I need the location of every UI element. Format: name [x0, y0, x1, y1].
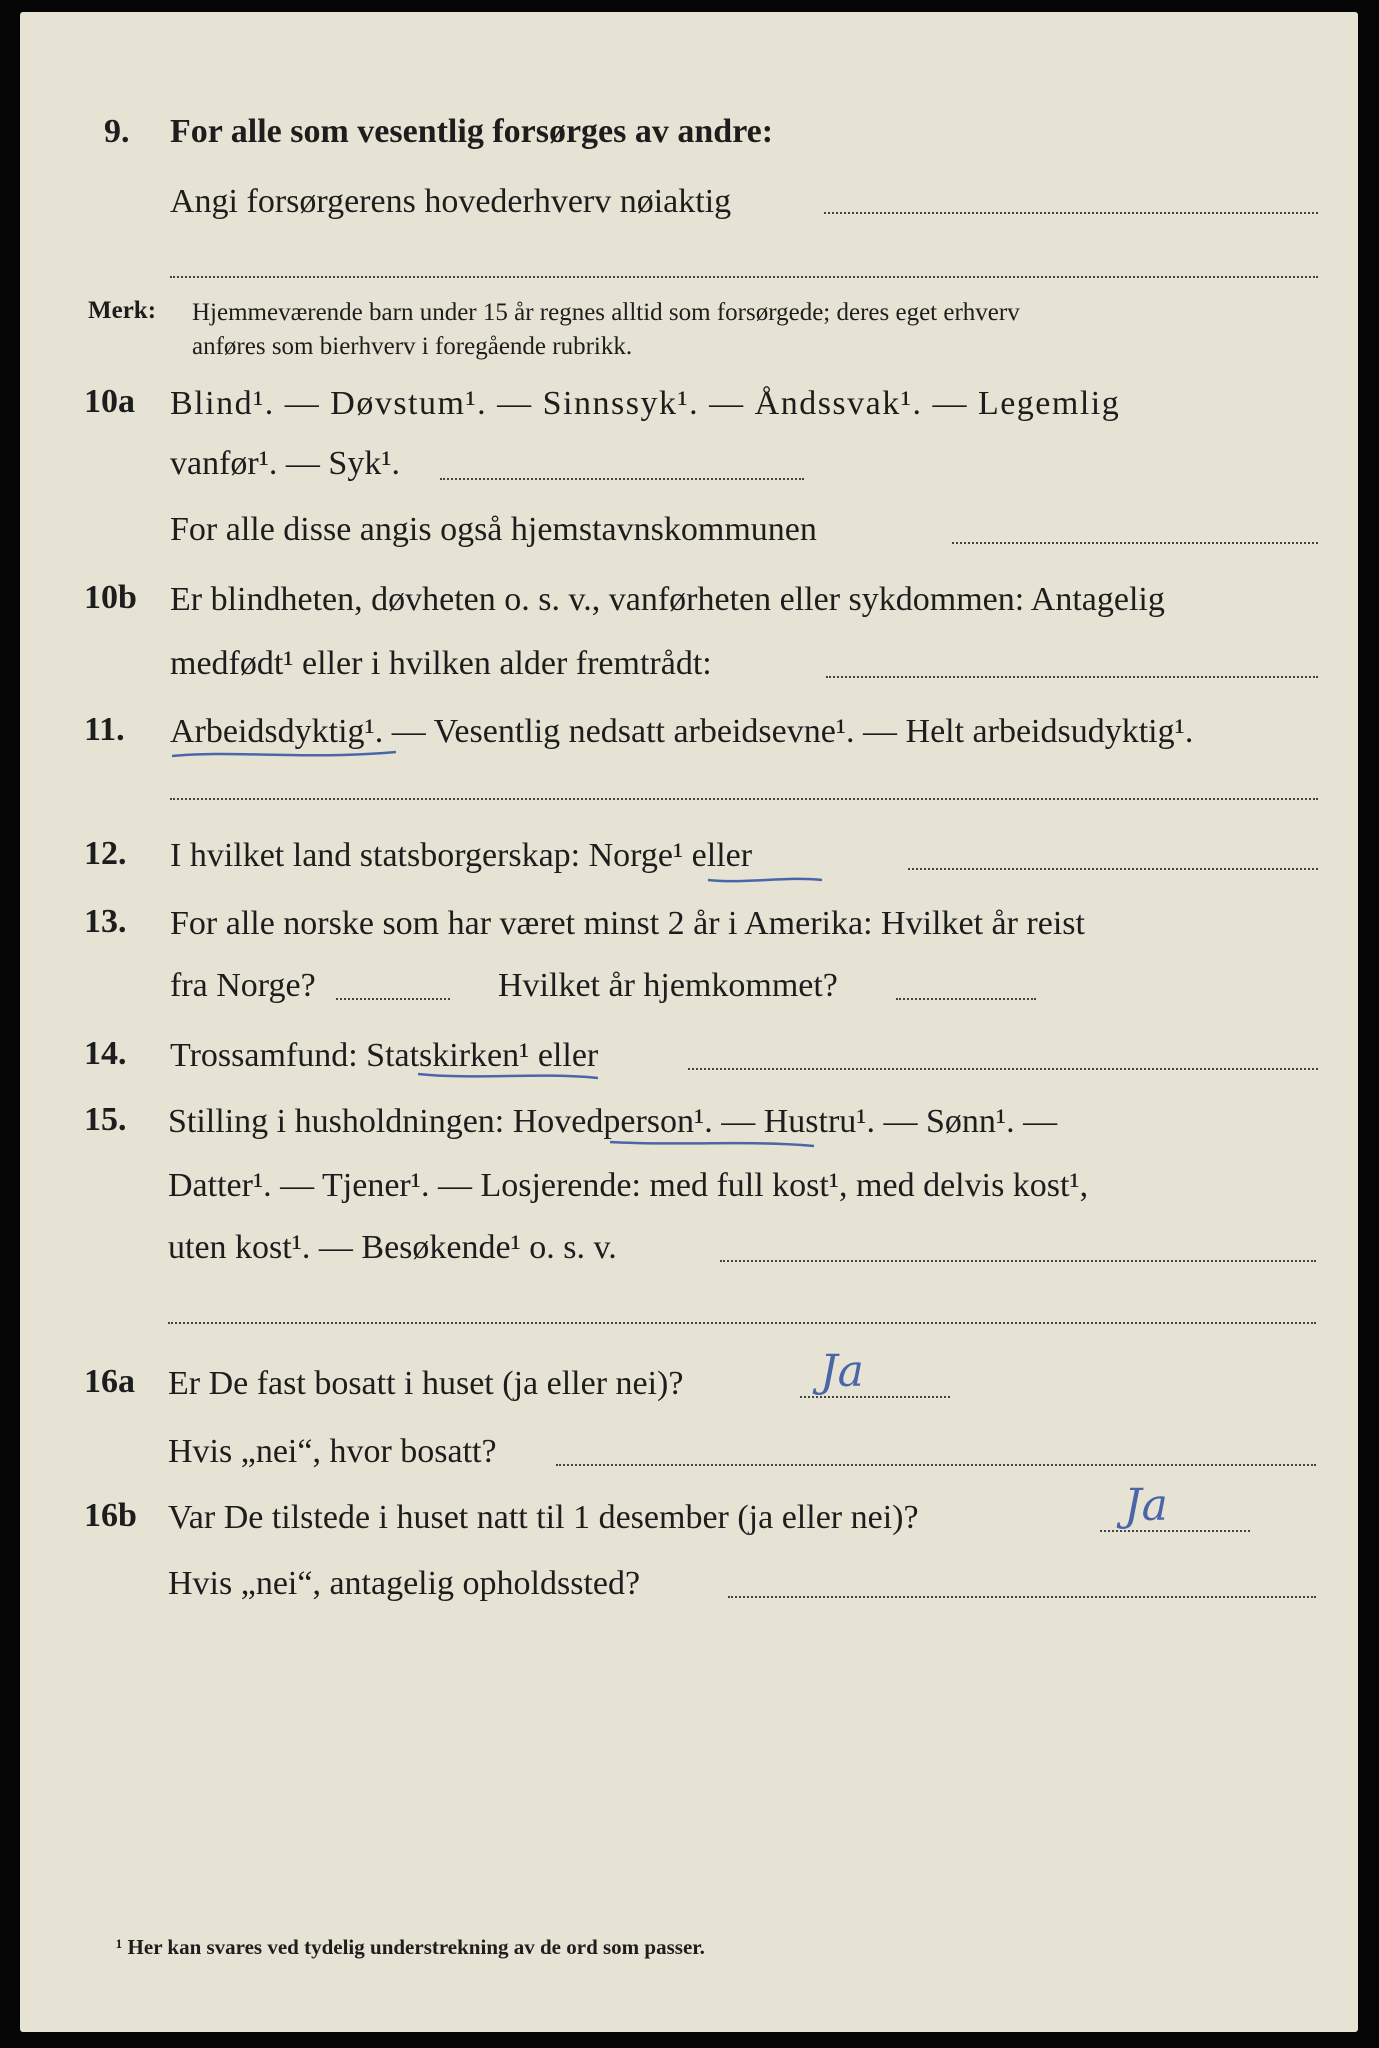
q16b-line1: Var De tilstede i huset natt til 1 desember (ja eller nei)?	[168, 1499, 919, 1536]
q16b-number: 16b	[84, 1497, 137, 1534]
footnote: ¹ Her kan svares ved tydelig understrekning av de ord som passer.	[116, 1935, 705, 1959]
q12-number: 12.	[84, 835, 127, 872]
q13-reist-answer-line[interactable]	[336, 998, 450, 1000]
q13-hjemkommet-answer-line[interactable]	[896, 998, 1036, 1000]
q16a-handwritten-answer: Ja	[820, 1346, 864, 1397]
q11-answer-line[interactable]	[170, 798, 1318, 800]
q13-line1: For alle norske som har været minst 2 år i Amerika: Hvilket år reist	[170, 905, 1085, 942]
q14-handwritten-underline	[416, 1068, 602, 1082]
q16a-answer-line[interactable]	[800, 1396, 950, 1398]
q15-line3: uten kost¹. — Besøkende¹ o. s. v.	[168, 1229, 617, 1266]
q10a-syk-answer-line[interactable]	[440, 478, 804, 480]
q10a-line1: Blind¹. — Døvstum¹. — Sinnssyk¹. — Åndssvak¹. — Legemlig	[170, 385, 1121, 422]
q16a-bosatt-answer-line[interactable]	[556, 1464, 1316, 1466]
q13-line2b: Hvilket år hjemkommet?	[498, 967, 838, 1004]
q12-line1: I hvilket land statsborgerskap: Norge¹ eller	[170, 837, 753, 874]
merk-text-line1: Hjemmeværende barn under 15 år regnes alltid som forsørgede; deres eget erhverv	[192, 299, 1020, 326]
q16b-line2: Hvis „nei“, antagelig opholdssted?	[168, 1565, 641, 1602]
q15-handwritten-underline	[608, 1136, 818, 1150]
q10a-line3: For alle disse angis også hjemstavnskommunen	[170, 511, 817, 548]
q10b-line2: medfødt¹ eller i hvilken alder fremtrådt:	[170, 645, 712, 682]
q11-line1: Arbeidsdyktig¹. — Vesentlig nedsatt arbeidsevne¹. — Helt arbeidsudyktig¹.	[170, 713, 1194, 750]
census-form-page	[20, 12, 1358, 2032]
q15-number: 15.	[84, 1101, 127, 1138]
q10b-line1: Er blindheten, døvheten o. s. v., vanførheten eller sykdommen: Antagelig	[170, 581, 1165, 618]
q13-line2a: fra Norge?	[170, 967, 316, 1004]
q12-answer-line[interactable]	[908, 868, 1318, 870]
q11-handwritten-underline	[170, 746, 400, 762]
q9-subtitle: Angi forsørgerens hovederhverv nøiaktig	[170, 183, 732, 220]
q9-number: 9.	[104, 113, 130, 150]
q10a-number: 10a	[84, 383, 135, 420]
q12-handwritten-underline	[706, 872, 826, 886]
q16a-line1: Er De fast bosatt i huset (ja eller nei)?	[168, 1365, 684, 1402]
q15-line1: Stilling i husholdningen: Hovedperson¹. — Hustru¹. — Sønn¹. —	[168, 1103, 1058, 1140]
q16b-handwritten-answer: Ja	[1124, 1480, 1168, 1531]
q16a-number: 16a	[84, 1363, 135, 1400]
q10a-line2: vanfør¹. — Syk¹.	[170, 445, 401, 482]
q14-number: 14.	[84, 1035, 127, 1072]
q15-answer-line[interactable]	[720, 1260, 1316, 1262]
q10b-number: 10b	[84, 579, 137, 616]
q16a-line2: Hvis „nei“, hvor bosatt?	[168, 1433, 497, 1470]
q10a-hjemstavn-answer-line[interactable]	[952, 542, 1318, 544]
q14-line1: Trossamfund: Statskirken¹ eller	[170, 1037, 599, 1074]
merk-text-line2: anføres som bierhverv i foregående rubrikk.	[192, 333, 633, 360]
q15-line2: Datter¹. — Tjener¹. — Losjerende: med full kost¹, med delvis kost¹,	[168, 1167, 1089, 1204]
q9-title: For alle som vesentlig forsørges av andre:	[170, 113, 774, 150]
q13-number: 13.	[84, 903, 127, 940]
q10b-answer-line[interactable]	[826, 676, 1318, 678]
merk-label: Merk:	[88, 297, 157, 324]
q15-answer-line-2[interactable]	[168, 1322, 1316, 1324]
q16b-answer-line[interactable]	[1100, 1530, 1250, 1532]
q9-answer-line[interactable]	[824, 212, 1318, 214]
q11-number: 11.	[84, 711, 125, 748]
q9-answer-line-2[interactable]	[170, 276, 1318, 278]
q14-answer-line[interactable]	[688, 1068, 1318, 1070]
q16b-opholdssted-answer-line[interactable]	[728, 1596, 1316, 1598]
